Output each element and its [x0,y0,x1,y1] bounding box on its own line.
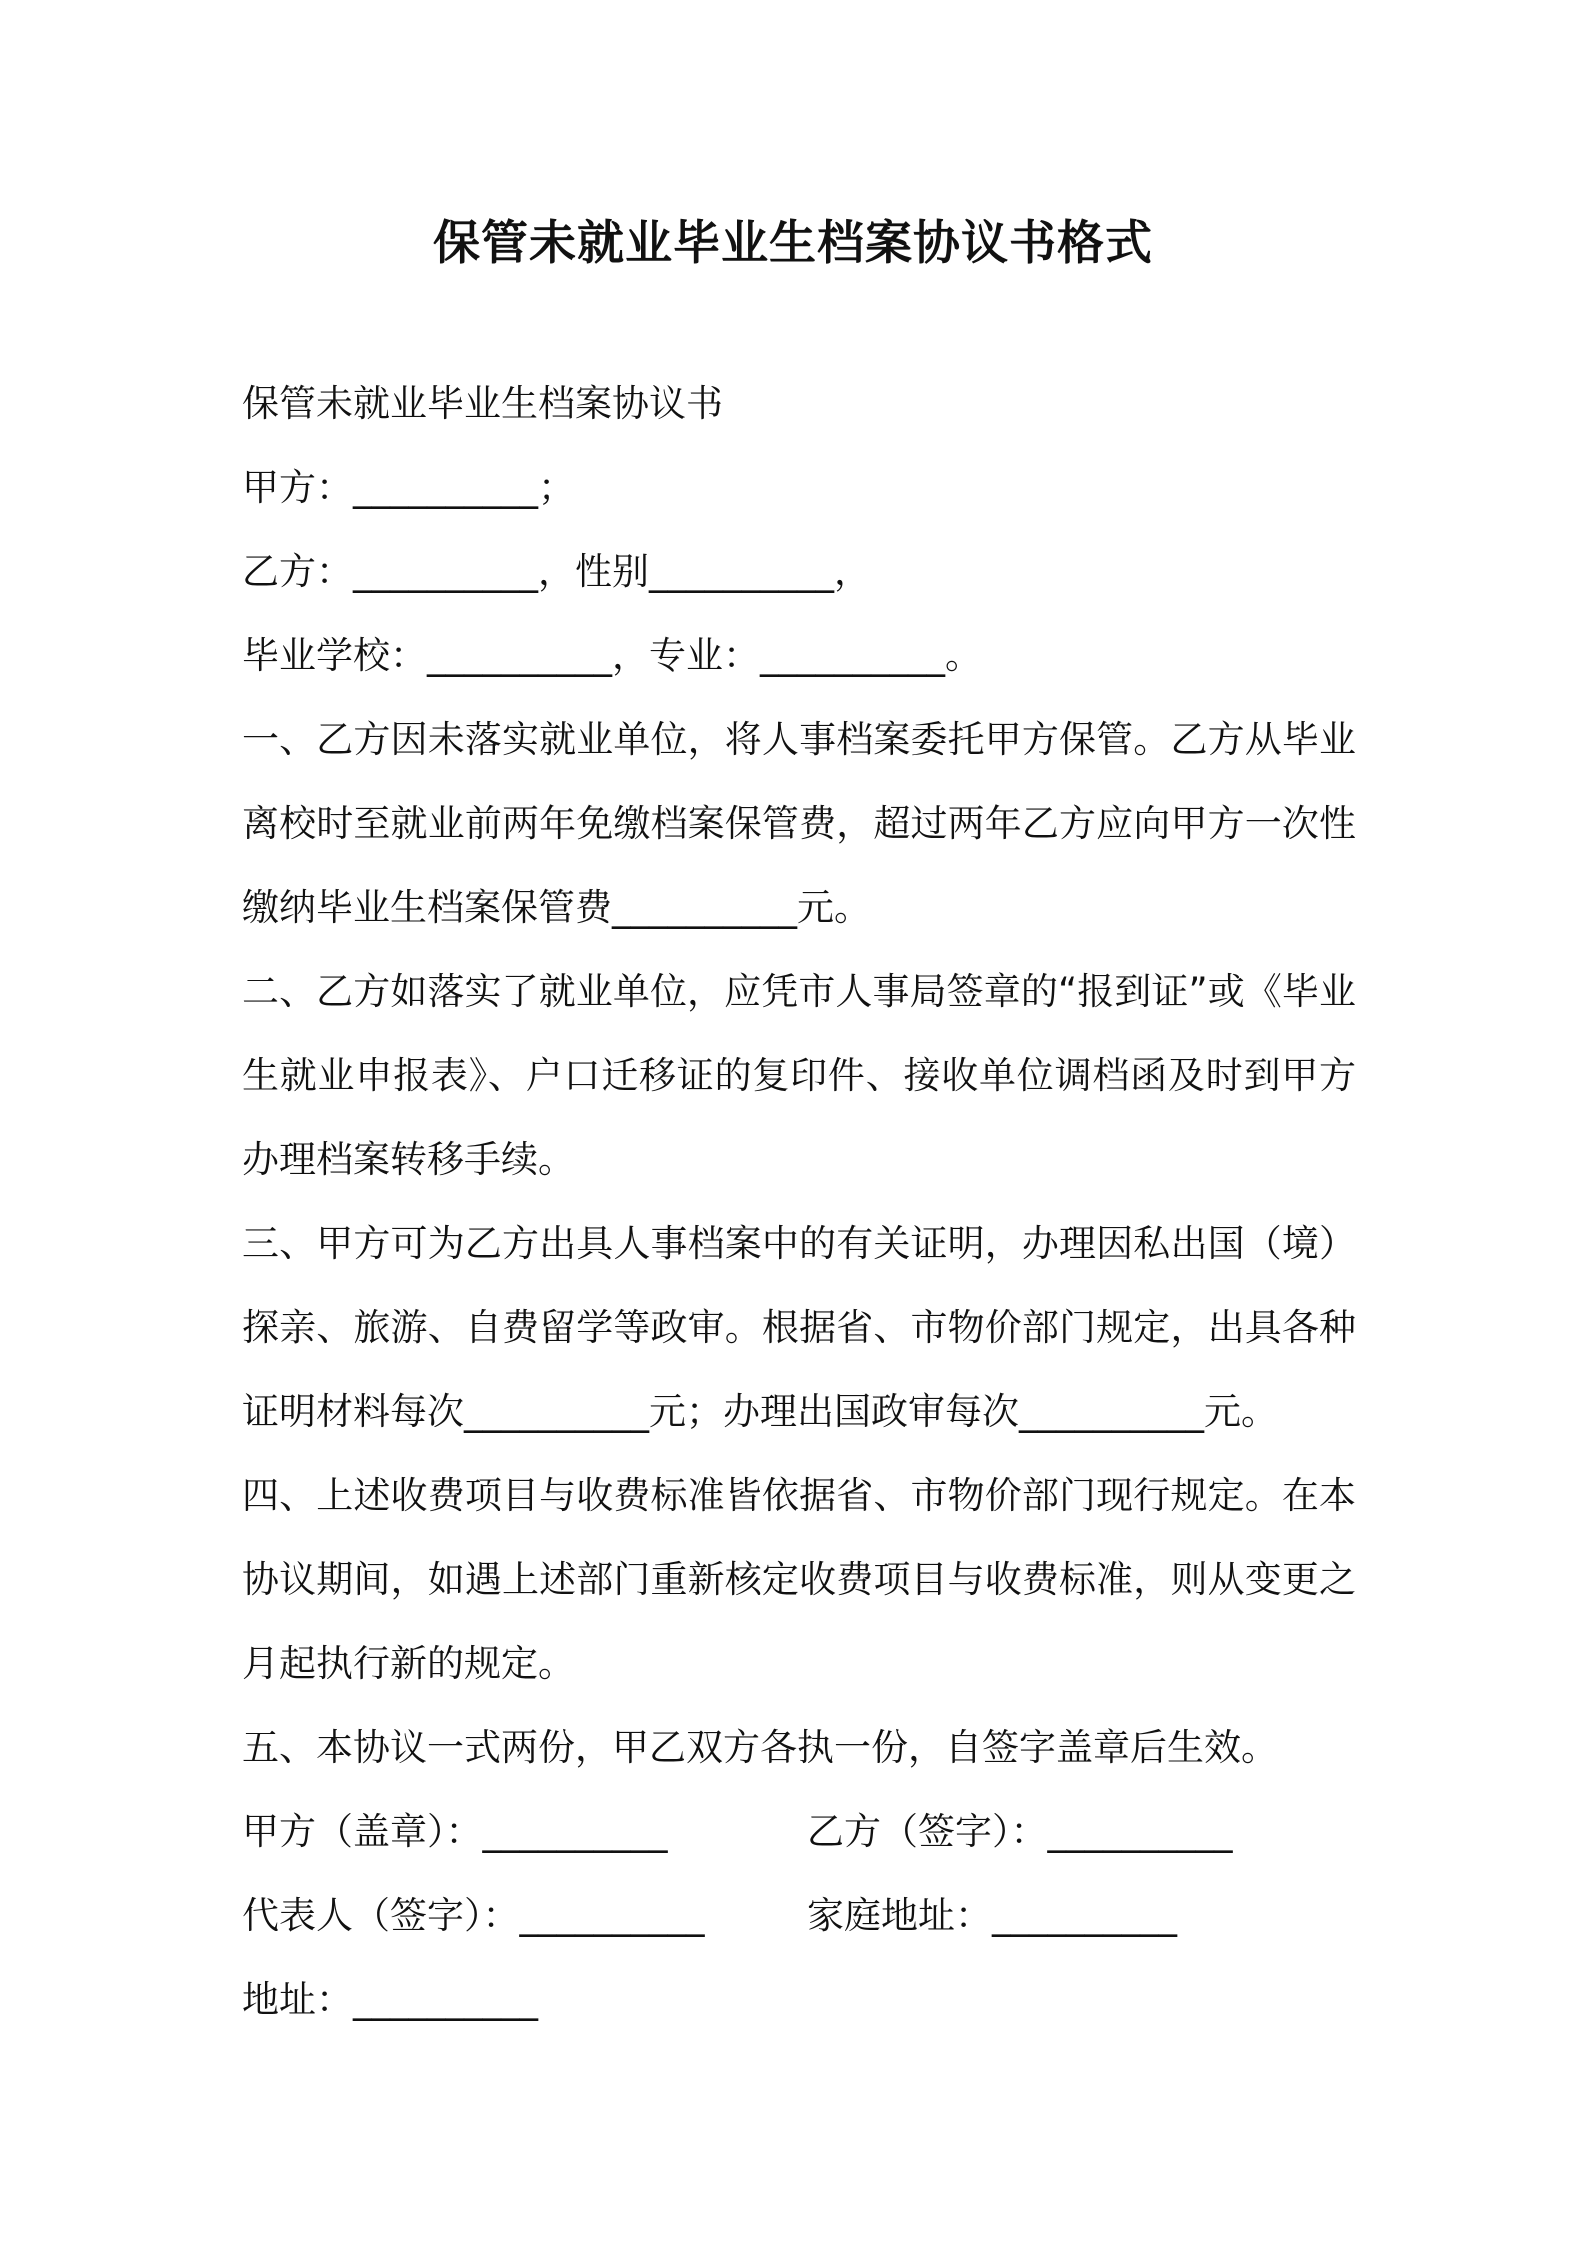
representative-sign: 代表人（签字）：__________ [242,1894,705,1937]
subtitle: 保管未就业毕业生档案协议书 [242,382,723,425]
clause-5: 五、本协议一式两份，甲乙双方各执一份，自签字盖章后生效。 [242,1726,1278,1769]
home-address: 家庭地址：__________ [807,1894,1177,1937]
clause-1: 一、乙方因未落实就业单位，将人事档案委托甲方保管。乙方从毕业离校时至就业前两年免缴档案保管费，超过两年乙方应向甲方一次性缴纳毕业生档案保管费__________元。 [242,718,1356,929]
party-a-seal: 甲方（盖章）：__________ [242,1810,668,1853]
school-line: 毕业学校：__________，专业：__________。 [242,634,982,677]
signature-row-1 [242,1790,1356,1874]
document-title: 保管未就业毕业生档案协议书格式 [433,216,1153,271]
address: 地址：__________ [242,1978,538,2021]
clause-3: 三、甲方可为乙方出具人事档案中的有关证明，办理因私出国（境）探亲、旅游、自费留学等政审。根据省、市物价部门规定，出具各种证明材料每次__________元；办理出国政审每次__________元。 [242,1222,1356,1433]
signature-row-2 [242,1874,1356,1958]
party-a-line: 甲方：__________； [242,466,575,509]
signature-row-3 [242,1958,1356,2042]
party-b-line: 乙方：__________，性别__________， [242,550,871,593]
document-body [242,362,1356,2042]
party-b-sign: 乙方（签字）：__________ [807,1810,1233,1853]
clause-4: 四、上述收费项目与收费标准皆依据省、市物价部门现行规定。在本协议期间，如遇上述部门重新核定收费项目与收费标准，则从变更之月起执行新的规定。 [242,1474,1356,1685]
clause-2: 二、乙方如落实了就业单位，应凭市人事局签章的“报到证”或《毕业生就业申报表》、户口迁移证的复印件、接收单位调档函及时到甲方办理档案转移手续。 [242,970,1356,1181]
